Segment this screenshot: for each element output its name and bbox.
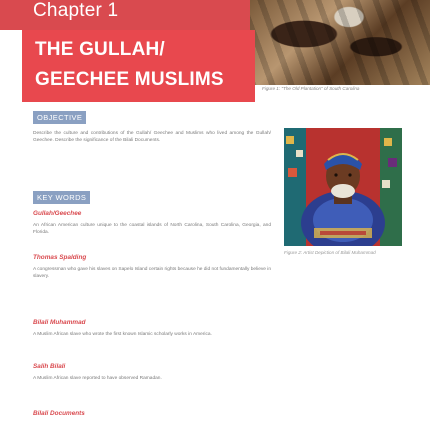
key-word-term: Gullah/Geechee: [33, 210, 82, 217]
chapter-title-line-1: THE GULLAH/: [35, 39, 165, 60]
key-word-definition: A congressman who gave his slaves on Sapelo Island certain rights because he did not fundamentally believe in slavery.: [33, 267, 271, 280]
key-word-item: [33, 319, 271, 338]
chapter-label: Chapter 1: [33, 0, 119, 21]
portrait-illustration: [284, 128, 402, 246]
objective-text: Describe the culture and contributions of the Gullah/ Geechee and Muslims who lived among the Gullah/ Geechee. Describe the significance of the Bilali Documents.: [33, 131, 271, 144]
bilali-portrait: [284, 128, 402, 246]
key-word-item: [33, 410, 271, 417]
plantation-painting: [250, 0, 430, 85]
key-words-tag: KEY WORDS: [33, 191, 90, 204]
chapter-title-panel: [22, 30, 255, 102]
objective-tag: OBJECTIVE: [33, 111, 86, 124]
key-word-item: [33, 254, 271, 280]
key-word-definition: A Muslim African slave reported to have observed Ramadan.: [33, 376, 162, 381]
key-word-item: [33, 210, 271, 236]
figure-2-caption: Figure 2: Artist Depiction of Bilali Muhammad: [284, 250, 376, 255]
key-word-term: Bilali Documents: [33, 410, 85, 417]
key-word-term: Salih Bilali: [33, 363, 66, 370]
key-word-definition: A Muslim African slave who wrote the first known Islamic scholarly works in America.: [33, 332, 212, 337]
key-word-definition: An African American culture unique to the coastal islands of North Carolina, South Carolina, Georgia, and Florida.: [33, 223, 271, 236]
figure-1-caption: Figure 1: "The Old Plantation" of South Carolina: [262, 86, 360, 91]
objective-section: [33, 107, 271, 144]
chapter-title-line-2: GEECHEE MUSLIMS: [35, 69, 224, 90]
key-word-term: Thomas Spalding: [33, 254, 87, 261]
key-word-term: Bilali Muhammad: [33, 319, 86, 326]
key-words-section: [33, 187, 271, 205]
key-word-item: [33, 363, 271, 382]
